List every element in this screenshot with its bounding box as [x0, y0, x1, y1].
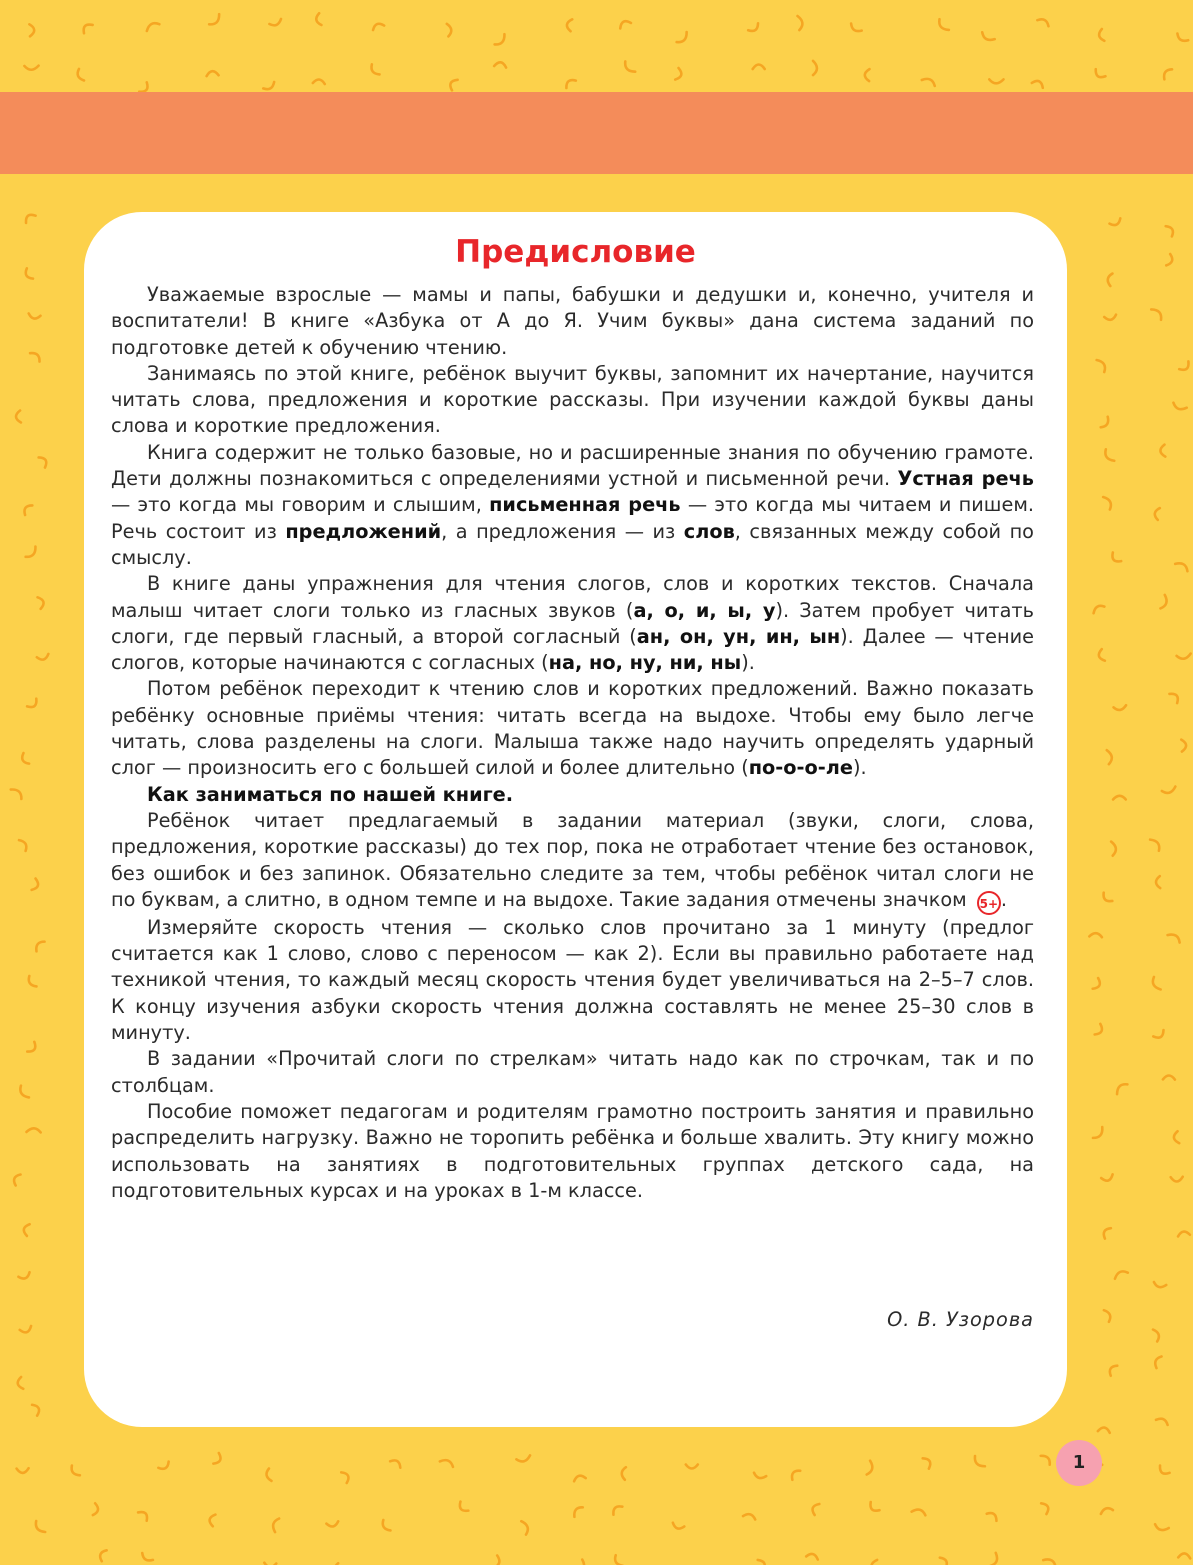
confetti-squiggle — [1153, 1279, 1166, 1290]
confetti-squiggle — [39, 455, 49, 468]
confetti-squiggle — [573, 1560, 587, 1565]
confetti-squiggle — [27, 699, 39, 710]
confetti-squiggle — [1101, 497, 1112, 510]
confetti-squiggle — [22, 503, 32, 515]
text-span: . — [1000, 887, 1007, 911]
text-span: , связанных между собой по смыслу. — [111, 519, 1034, 569]
confetti-squiggle — [70, 1464, 80, 1477]
confetti-squiggle — [1166, 254, 1174, 267]
confetti-squiggle — [23, 268, 33, 280]
confetti-squiggle — [1173, 1131, 1179, 1144]
bold-syllables: на, но, ну, ни, ны — [548, 651, 742, 675]
paragraph-2: Занимаясь по этой книге, ребёнок выучит буквы, запомнит их начертание, научится читать слова, предложения и короткие рассказы. При изучении каждой буквы даны слова и короткие предложения. — [111, 361, 1034, 438]
paragraph-9: Пособие поможет педагогам и родителям грамотно построить занятия и правильно распределить нагрузку. Важно не торопить ребёнка и больше хвалить. Эту книгу можно использовать на занятиях в подготовительных группах детского сада, на подготовительных курсах и на уроках в 1-м классе. — [111, 1099, 1034, 1202]
confetti-squiggle — [1161, 68, 1174, 80]
confetti-squiggle — [315, 13, 321, 26]
confetti-squiggle — [1154, 507, 1160, 520]
confetti-squiggle — [29, 24, 34, 36]
text-span: Потом ребёнок переходит к чтению слов и коротких предложений. Важно показать ребёнку основные приёмы чтения: читать всегда на выдохе. Чтобы ему было легче читать, слова разделены на слоги. Малыша также надо научить определять ударный слог — произносить его с большей силой и более длительно ( — [111, 677, 1034, 780]
confetti-squiggle — [753, 65, 765, 70]
confetti-squiggle — [676, 32, 688, 42]
confetti-squiggle — [672, 1523, 685, 1531]
confetti-squiggle — [1101, 893, 1112, 904]
confetti-squiggle — [871, 1559, 878, 1565]
text-span: Книга содержит не только базовые, но и расширенные знания по обучению грамоте. Дети должны познакомиться с определениями устной и письменной речи. — [111, 440, 1034, 491]
bold-syllables: ан, он, ун, ин, ын — [636, 624, 841, 648]
confetti-squiggle — [37, 654, 50, 661]
confetti-squiggle — [1113, 703, 1126, 711]
bold-term: слов — [683, 519, 735, 543]
confetti-squiggle — [444, 24, 452, 37]
confetti-squiggle — [457, 1502, 468, 1514]
confetti-squiggle — [208, 1514, 215, 1527]
confetti-squiggle — [36, 1521, 45, 1532]
confetti-squiggle — [494, 62, 506, 68]
confetti-squiggle — [1092, 605, 1105, 613]
confetti-squiggle — [564, 77, 576, 88]
confetti-squiggle — [1091, 1127, 1103, 1138]
text-span: ). Далее — чтение слогов, которые начинаются с согласных ( — [111, 624, 1035, 675]
confetti-squiggle — [1171, 1177, 1183, 1182]
confetti-squiggle — [1153, 1329, 1159, 1341]
text-span: — это когда мы читаем и пишем. Речь состоит из — [111, 493, 1034, 543]
confetti-squiggle — [17, 1377, 24, 1390]
confetti-squiggle — [141, 1551, 153, 1564]
confetti-squiggle — [33, 940, 46, 951]
confetti-squiggle — [1107, 1363, 1117, 1375]
confetti-squiggle — [23, 212, 35, 223]
page-title: Предисловие — [455, 234, 696, 270]
confetti-squiggle — [573, 1474, 586, 1481]
confetti-squiggle — [1169, 691, 1180, 703]
confetti-squiggle — [1095, 360, 1106, 372]
confetti-squiggle — [1152, 977, 1163, 990]
confetti-squiggle — [1155, 1519, 1169, 1533]
text-span: — это когда мы говорим и слышим, — [111, 493, 490, 517]
confetti-squiggle — [975, 1455, 985, 1467]
section-heading-text: Как заниматься по нашей книге. — [147, 782, 514, 806]
confetti-squiggle — [23, 1223, 30, 1236]
confetti-squiggle — [1151, 309, 1161, 321]
confetti-squiggle — [1041, 1501, 1050, 1514]
confetti-squiggle — [922, 76, 935, 90]
section-heading — [111, 782, 1034, 808]
confetti-squiggle — [1153, 1030, 1166, 1040]
bold-syllables: а, о, и, ы, у — [633, 598, 776, 622]
confetti-squiggle — [25, 547, 37, 558]
confetti-squiggle — [262, 82, 275, 90]
confetti-squiggle — [213, 1453, 222, 1466]
confetti-squiggle — [989, 72, 1003, 86]
confetti-squiggle — [372, 22, 385, 30]
confetti-squiggle — [266, 1468, 273, 1481]
confetti-squiggle — [18, 1272, 31, 1280]
confetti-squiggle — [939, 19, 949, 30]
text-span: ). — [853, 756, 867, 780]
confetti-squiggle — [686, 1465, 698, 1469]
page-number: 1 — [1056, 1440, 1102, 1486]
confetti-squiggle — [1037, 16, 1049, 29]
confetti-squiggle — [1176, 648, 1190, 662]
confetti-squiggle — [1110, 218, 1123, 227]
confetti-squiggle — [1095, 1024, 1105, 1037]
confetti-squiggle — [1175, 561, 1188, 575]
confetti-squiggle — [868, 1502, 880, 1513]
confetti-squiggle — [748, 23, 760, 33]
confetti-squiggle — [147, 22, 160, 33]
confetti-squiggle — [24, 59, 38, 73]
confetti-squiggle — [940, 1556, 949, 1565]
confetti-squiggle — [1093, 978, 1102, 991]
confetti-squiggle — [1101, 1174, 1114, 1182]
confetti-squiggle — [1098, 1427, 1111, 1433]
confetti-squiggle — [986, 1553, 1000, 1565]
confetti-squiggle — [1097, 649, 1104, 662]
confetti-squiggle — [982, 29, 995, 43]
paragraph-6 — [111, 808, 1034, 915]
confetti-squiggle — [93, 1503, 99, 1516]
confetti-squiggle — [987, 1511, 999, 1521]
confetti-squiggle — [1179, 361, 1191, 372]
confetti-squiggle — [12, 1173, 21, 1186]
text-span: ). — [741, 651, 755, 675]
confetti-squiggle — [370, 63, 379, 76]
confetti-squiggle — [208, 14, 220, 24]
confetti-squiggle — [1110, 552, 1122, 564]
confetti-squiggle — [566, 19, 572, 32]
confetti-squiggle — [1032, 79, 1045, 88]
confetti-squiggle — [1152, 1355, 1164, 1368]
confetti-squiggle — [1113, 794, 1126, 803]
confetti-squiggle — [270, 1518, 284, 1532]
text-span: , а предложения — из — [441, 519, 684, 543]
confetti-squiggle — [806, 61, 820, 75]
confetti-squiggle — [382, 1519, 391, 1532]
confetti-squiggle — [491, 1555, 502, 1565]
confetti-squiggle — [1157, 1466, 1169, 1477]
confetti-squiggle — [26, 1125, 40, 1139]
paragraph-5 — [111, 676, 1034, 781]
confetti-squiggle — [620, 1466, 630, 1479]
confetti-squiggle — [28, 975, 37, 988]
confetti-squiggle — [38, 596, 45, 609]
confetti-squiggle — [753, 1469, 766, 1481]
confetti-squiggle — [1101, 750, 1115, 764]
confetti-squiggle — [1156, 1416, 1169, 1428]
confetti-squiggle — [1101, 1508, 1113, 1514]
confetti-squiggle — [1041, 1453, 1052, 1466]
text-span: ). Затем пробует читать слоги, где первый гласный, а второй согласный ( — [111, 598, 1035, 648]
confetti-squiggle — [1178, 1553, 1190, 1559]
preface-body — [111, 282, 1034, 1204]
bold-term: письменная речь — [489, 493, 681, 517]
confetti-squiggle — [138, 1509, 150, 1521]
confetti-squiggle — [1116, 1084, 1128, 1094]
confetti-squiggle — [1160, 445, 1165, 457]
confetti-squiggle — [743, 1511, 756, 1523]
confetti-squiggle — [1105, 842, 1119, 856]
confetti-squiggle — [1156, 876, 1160, 888]
confetti-squiggle — [1181, 739, 1186, 751]
confetti-squiggle — [19, 839, 27, 852]
confetti-squiggle — [269, 19, 281, 26]
confetti-squiggle — [1105, 273, 1116, 286]
confetti-squiggle — [806, 1553, 819, 1560]
confetti-squiggle — [618, 19, 631, 28]
header-band — [0, 92, 1193, 174]
bold-term: предложений — [285, 519, 442, 543]
confetti-squiggle — [518, 1521, 531, 1535]
confetti-squiggle — [1089, 931, 1102, 941]
confetti-squiggle — [675, 68, 683, 81]
confetti-squiggle — [1150, 840, 1159, 851]
confetti-squiggle — [1176, 31, 1188, 44]
confetti-squiggle — [20, 1326, 33, 1334]
confetti-squiggle — [625, 61, 635, 73]
confetti-squiggle — [1162, 783, 1176, 796]
paragraph-3 — [111, 440, 1034, 571]
confetti-squiggle — [1098, 417, 1111, 429]
confetti-squiggle — [16, 411, 21, 423]
confetti-squiggle — [758, 1558, 767, 1565]
bold-word: по-о-о-ле — [748, 756, 854, 780]
confetti-squiggle — [1163, 1075, 1175, 1079]
confetti-squiggle — [494, 34, 506, 45]
preface-card — [84, 212, 1067, 1427]
confetti-squiggle — [17, 1468, 29, 1473]
confetti-squiggle — [1098, 29, 1104, 42]
confetti-squiggle — [614, 1554, 623, 1565]
confetti-squiggle — [865, 69, 870, 81]
bold-term: Устная речь — [897, 467, 1034, 491]
confetti-squiggle — [912, 1506, 926, 1520]
confetti-squiggle — [1173, 398, 1187, 412]
confetti-squiggle — [20, 1086, 30, 1098]
confetti-squiggle — [27, 1042, 38, 1054]
confetti-squiggle — [77, 69, 84, 81]
confetti-squiggle — [313, 79, 325, 84]
text-span: В книге даны упражнения для чтения слогов, слов и коротких текстов. Сначала малыш читает слоги только из гласных звуков ( — [111, 572, 1034, 622]
confetti-squiggle — [1104, 1310, 1111, 1322]
author-signature: О. В. Узорова — [887, 1308, 1034, 1331]
paragraph-8: В задании «Прочитай слоги по стрелкам» читать надо как по строчкам, так и по столбцам. — [111, 1047, 1034, 1097]
confetti-squiggle — [1156, 595, 1170, 609]
confetti-squiggle — [611, 1504, 623, 1515]
confetti-squiggle — [861, 1461, 875, 1475]
confetti-squiggle — [390, 1458, 402, 1468]
paragraph-7: Измеряйте скорость чтения — сколько слов прочитано за 1 минуту (предлог считается как 1 слово, слово с переносом — как 2). Если вы правильно работаете над техникой чтения, то каждый месяц скорость чтения будет увеличиваться на 2–5–7 слов. К концу изучения азбуки скорость чтения должна составлять не менее 25–30 слов в минуту. — [111, 915, 1034, 1045]
paragraph-4 — [111, 571, 1034, 676]
confetti-squiggle — [789, 1468, 800, 1480]
confetti-squiggle — [1101, 1226, 1110, 1238]
confetti-squiggle — [32, 1403, 41, 1416]
confetti-squiggle — [158, 1462, 170, 1472]
confetti-squiggle — [341, 1470, 350, 1483]
confetti-squiggle — [326, 1521, 339, 1527]
confetti-squiggle — [20, 753, 29, 765]
confetti-squiggle — [1166, 224, 1176, 236]
confetti-squiggle — [11, 788, 22, 800]
confetti-squiggle — [850, 21, 862, 34]
confetti-squiggle — [572, 1506, 585, 1517]
age-badge-icon: 5+ — [977, 891, 1001, 915]
confetti-squiggle — [1043, 1557, 1056, 1565]
confetti-squiggle — [206, 71, 218, 76]
confetti-squiggle — [516, 1451, 530, 1464]
confetti-squiggle — [30, 350, 41, 363]
confetti-squiggle — [448, 78, 458, 91]
confetti-squiggle — [923, 1456, 933, 1469]
confetti-squiggle — [440, 1457, 453, 1471]
paragraph-1: Уважаемые взрослые — мамы и папы, бабушки и дедушки и, конечно, учителя и воспитатели! В книге «Азбука от А до Я. Учим буквы» дана система заданий по подготовке детей к обучению чтению. — [111, 283, 1034, 359]
confetti-squiggle — [1178, 1231, 1190, 1237]
confetti-squiggle — [1115, 1270, 1128, 1282]
confetti-squiggle — [811, 1502, 820, 1515]
confetti-squiggle — [98, 1549, 107, 1562]
confetti-squiggle — [792, 16, 806, 30]
confetti-squiggle — [81, 22, 93, 34]
confetti-squiggle — [1104, 315, 1117, 321]
confetti-squiggle — [28, 313, 41, 319]
text-span: Ребёнок читает предлагаемый в задании материал (звуки, слоги, слова, предложения, короткие рассказы) до тех пор, пока не отработает чтение без остановок, без ошибок и без запинок. Обязательно следите за тем, чтобы ребёнок читал слоги не по буквам, а слитно, в одном темпе и на выдохе. Такие задания отмечены значком — [111, 808, 1034, 911]
confetti-squiggle — [32, 879, 40, 892]
confetti-squiggle — [1105, 449, 1115, 460]
confetti-squiggle — [1168, 932, 1180, 945]
confetti-squiggle — [1093, 69, 1105, 80]
